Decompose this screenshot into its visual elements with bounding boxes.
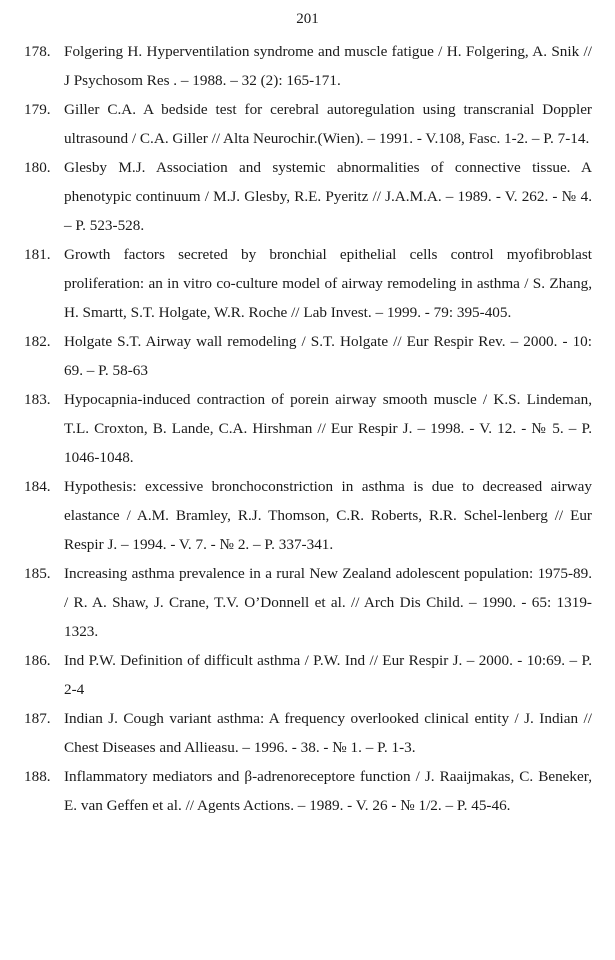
reference-text: Hypothesis: excessive bronchoconstriction in asthma is due to decreased airway elastance / A.M. Bramley, R.J. Thomson, C.R. Roberts, R.R. Schel-lenberg // Eur Respir J. – 1994. - V. 7. - № 2. – P. 337-341. [64,478,592,553]
reference-item [24,472,592,559]
reference-number: 184. [24,478,51,495]
reference-number: 182. [24,333,51,350]
reference-text: Growth factors secreted by bronchial epithelial cells control myofibroblast proliferation: an in vitro co-culture model of airway remodeling in asthma / S. Zhang, H. Smartt, S.T. Holgate, W.R. Roche // Lab Invest. – 1999. - 79: 395-405. [64,246,592,321]
reference-text: Holgate S.T. Airway wall remodeling / S.T. Holgate // Eur Respir Rev. – 2000. - 10: 69. – P. 58-63 [64,333,592,379]
reference-item [24,646,592,704]
page-number: 201 [296,11,319,27]
reference-item [24,385,592,472]
reference-text: Increasing asthma prevalence in a rural New Zealand adolescent population: 1975-89. / R. A. Shaw, J. Crane, T.V. O’Donnell et al. // Arch Dis Child. – 1990. - 65: 1319-1323. [64,565,592,640]
reference-text: Giller C.A. A bedside test for cerebral autoregulation using transcranial Doppler ultrasound / C.A. Giller // Alta Neurochir.(Wien). – 1991. - V.108, Fasc. 1-2. – P. 7-14. [64,101,592,147]
reference-item [24,762,592,820]
reference-text: Inflammatory mediators and β-adrenoreceptore function / J. Raaijmakas, C. Beneker, E. van Geffen et al. // Agents Actions. – 1989. - V. 26 - № 1/2. – P. 45-46. [64,768,592,814]
reference-text: Folgering H. Hyperventilation syndrome and muscle fatigue / H. Folgering, A. Snik // J Psychosom Res . – 1988. – 32 (2): 165-171. [64,43,592,89]
reference-number: 187. [24,710,51,727]
reference-item [24,37,592,95]
reference-item [24,95,592,153]
reference-item [24,327,592,385]
reference-number: 183. [24,391,51,408]
reference-text: Hypocapnia-induced contraction of porein airway smooth muscle / K.S. Lindeman, T.L. Croxton, B. Lande, C.A. Hirshman // Eur Respir J. – 1998. - V. 12. - № 5. – P. 1046-1048. [64,391,592,466]
reference-number: 188. [24,768,51,785]
reference-number: 178. [24,43,51,60]
reference-list [24,37,592,820]
reference-item [24,704,592,762]
reference-number: 181. [24,246,51,263]
reference-number: 180. [24,159,51,176]
reference-text: Ind P.W. Definition of difficult asthma / P.W. Ind // Eur Respir J. – 2000. - 10:69. – P. 2-4 [64,652,592,698]
reference-item [24,153,592,240]
reference-number: 179. [24,101,51,118]
reference-item [24,559,592,646]
reference-number: 185. [24,565,51,582]
reference-text: Indian J. Cough variant asthma: A frequency overlooked clinical entity / J. Indian // Chest Diseases and Allieasu. – 1996. - 38. - № 1. – P. 1-3. [64,710,592,756]
reference-text: Glesby M.J. Association and systemic abnormalities of connective tissue. A phenotypic continuum / M.J. Glesby, R.E. Pyeritz // J.A.M.A. – 1989. - V. 262. - № 4. – P. 523-528. [64,159,592,234]
reference-item [24,240,592,327]
reference-number: 186. [24,652,51,669]
